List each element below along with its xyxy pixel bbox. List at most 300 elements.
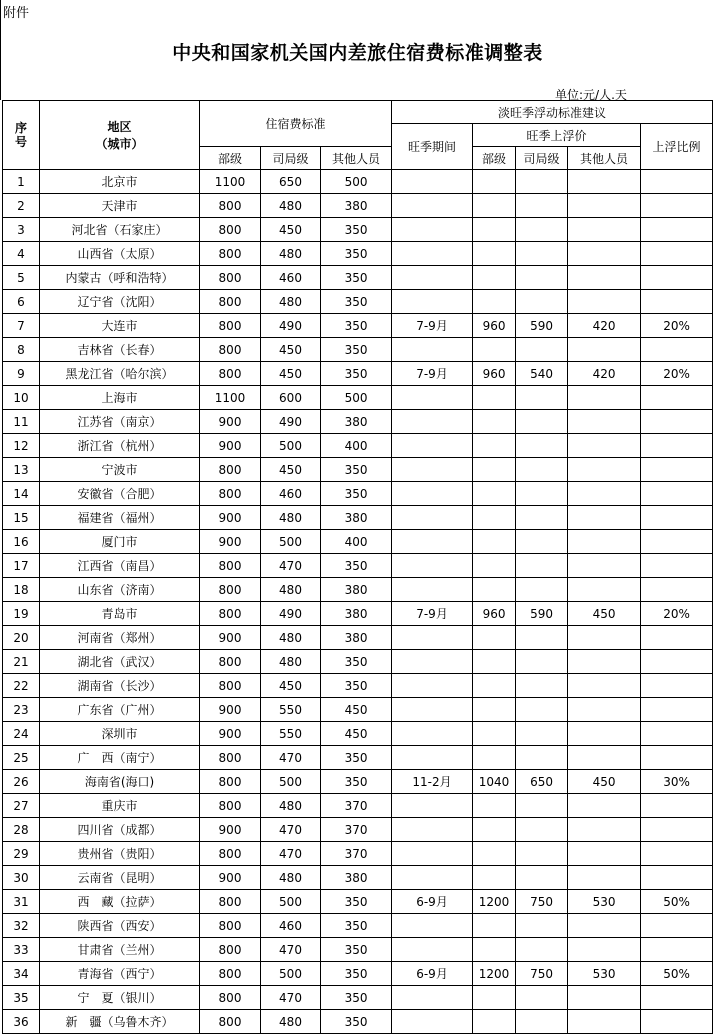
row-up-ratio — [641, 818, 713, 842]
row-number: 11 — [3, 410, 40, 434]
row-bureau-rate: 470 — [261, 986, 321, 1010]
row-up-ratio: 20% — [641, 602, 713, 626]
row-peak-period: 6-9月 — [392, 890, 473, 914]
table-row — [3, 218, 713, 242]
row-number: 30 — [3, 866, 40, 890]
row-others-rate: 370 — [321, 842, 392, 866]
row-peak-dept — [473, 842, 516, 866]
row-peak-dept: 960 — [473, 362, 516, 386]
row-peak-period — [392, 338, 473, 362]
row-up-ratio: 50% — [641, 890, 713, 914]
row-up-ratio — [641, 938, 713, 962]
row-peak-period — [392, 506, 473, 530]
row-others-rate: 380 — [321, 866, 392, 890]
row-bureau-rate: 650 — [261, 170, 321, 194]
row-peak-dept — [473, 986, 516, 1010]
row-others-rate: 350 — [321, 938, 392, 962]
row-peak-dept: 1200 — [473, 962, 516, 986]
row-dept-rate: 800 — [200, 770, 261, 794]
table-row — [3, 314, 713, 338]
row-region: 山东省（济南） — [40, 578, 200, 602]
row-peak-period — [392, 866, 473, 890]
row-up-ratio — [641, 650, 713, 674]
row-peak-others — [568, 722, 641, 746]
table-row — [3, 602, 713, 626]
row-number: 3 — [3, 218, 40, 242]
row-peak-dept — [473, 650, 516, 674]
row-number: 32 — [3, 914, 40, 938]
header-others: 其他人员 — [321, 147, 392, 170]
row-number: 10 — [3, 386, 40, 410]
row-peak-dept — [473, 194, 516, 218]
row-region: 河北省（石家庄） — [40, 218, 200, 242]
row-number: 9 — [3, 362, 40, 386]
row-region: 宁 夏（银川） — [40, 986, 200, 1010]
row-peak-others — [568, 626, 641, 650]
row-region: 深圳市 — [40, 722, 200, 746]
row-peak-dept — [473, 170, 516, 194]
row-others-rate: 350 — [321, 650, 392, 674]
row-peak-period — [392, 386, 473, 410]
row-peak-others — [568, 1010, 641, 1034]
row-dept-rate: 900 — [200, 866, 261, 890]
row-peak-bureau — [516, 674, 568, 698]
row-number: 4 — [3, 242, 40, 266]
row-dept-rate: 800 — [200, 266, 261, 290]
row-peak-bureau — [516, 554, 568, 578]
table-row — [3, 290, 713, 314]
row-peak-period — [392, 818, 473, 842]
row-peak-others — [568, 266, 641, 290]
row-peak-bureau — [516, 434, 568, 458]
row-region: 新 疆（乌鲁木齐） — [40, 1010, 200, 1034]
row-region: 山西省（太原） — [40, 242, 200, 266]
row-dept-rate: 800 — [200, 242, 261, 266]
row-peak-period: 6-9月 — [392, 962, 473, 986]
row-up-ratio — [641, 842, 713, 866]
row-peak-others — [568, 554, 641, 578]
row-peak-period — [392, 434, 473, 458]
row-others-rate: 350 — [321, 266, 392, 290]
row-number: 16 — [3, 530, 40, 554]
row-peak-others — [568, 746, 641, 770]
row-peak-dept: 960 — [473, 314, 516, 338]
row-peak-dept — [473, 338, 516, 362]
row-peak-dept — [473, 554, 516, 578]
row-up-ratio — [641, 458, 713, 482]
row-up-ratio — [641, 218, 713, 242]
row-peak-bureau — [516, 482, 568, 506]
row-bureau-rate: 490 — [261, 314, 321, 338]
row-number: 18 — [3, 578, 40, 602]
row-dept-rate: 1100 — [200, 170, 261, 194]
row-bureau-rate: 480 — [261, 506, 321, 530]
row-dept-rate: 800 — [200, 554, 261, 578]
row-bureau-rate: 500 — [261, 962, 321, 986]
row-dept-rate: 900 — [200, 818, 261, 842]
row-others-rate: 350 — [321, 770, 392, 794]
table-row — [3, 674, 713, 698]
row-bureau-rate: 480 — [261, 1010, 321, 1034]
row-peak-dept — [473, 794, 516, 818]
row-dept-rate: 800 — [200, 458, 261, 482]
row-others-rate: 350 — [321, 890, 392, 914]
row-others-rate: 350 — [321, 290, 392, 314]
row-up-ratio — [641, 290, 713, 314]
row-number: 33 — [3, 938, 40, 962]
row-dept-rate: 800 — [200, 290, 261, 314]
row-peak-others — [568, 794, 641, 818]
table-row — [3, 242, 713, 266]
row-peak-others — [568, 218, 641, 242]
row-others-rate: 370 — [321, 818, 392, 842]
row-peak-others — [568, 482, 641, 506]
row-up-ratio — [641, 338, 713, 362]
row-bureau-rate: 480 — [261, 866, 321, 890]
header-dept: 部级 — [200, 147, 261, 170]
header-up-bureau: 司局级 — [516, 147, 568, 170]
row-bureau-rate: 460 — [261, 914, 321, 938]
row-peak-bureau — [516, 626, 568, 650]
row-others-rate: 380 — [321, 602, 392, 626]
row-peak-dept — [473, 386, 516, 410]
row-up-ratio — [641, 794, 713, 818]
header-float-group: 淡旺季浮动标准建议 — [392, 101, 713, 124]
table-row — [3, 386, 713, 410]
row-bureau-rate: 480 — [261, 194, 321, 218]
row-region: 河南省（郑州） — [40, 626, 200, 650]
row-bureau-rate: 500 — [261, 890, 321, 914]
row-dept-rate: 800 — [200, 914, 261, 938]
row-peak-others — [568, 698, 641, 722]
table-row — [3, 410, 713, 434]
row-others-rate: 450 — [321, 722, 392, 746]
row-peak-bureau — [516, 506, 568, 530]
row-peak-period — [392, 266, 473, 290]
row-region: 青海省（西宁） — [40, 962, 200, 986]
row-bureau-rate: 490 — [261, 602, 321, 626]
row-number: 26 — [3, 770, 40, 794]
page-title: 中央和国家机关国内差旅住宿费标准调整表 — [172, 42, 543, 64]
row-peak-bureau — [516, 794, 568, 818]
header-region: 地区 （城市） — [40, 101, 200, 170]
header-up-others: 其他人员 — [568, 147, 641, 170]
row-region: 天津市 — [40, 194, 200, 218]
row-others-rate: 380 — [321, 410, 392, 434]
row-peak-others: 420 — [568, 314, 641, 338]
row-region: 辽宁省（沈阳） — [40, 290, 200, 314]
row-peak-bureau — [516, 290, 568, 314]
row-dept-rate: 800 — [200, 338, 261, 362]
row-region: 江西省（南昌） — [40, 554, 200, 578]
row-dept-rate: 800 — [200, 314, 261, 338]
row-peak-bureau — [516, 722, 568, 746]
row-peak-period: 7-9月 — [392, 314, 473, 338]
row-up-ratio — [641, 482, 713, 506]
row-bureau-rate: 480 — [261, 794, 321, 818]
table-row — [3, 266, 713, 290]
row-peak-period — [392, 914, 473, 938]
row-others-rate: 350 — [321, 1010, 392, 1034]
row-peak-dept — [473, 218, 516, 242]
row-peak-bureau — [516, 410, 568, 434]
table-row — [3, 578, 713, 602]
row-bureau-rate: 500 — [261, 770, 321, 794]
row-peak-period — [392, 986, 473, 1010]
table-row — [3, 1010, 713, 1034]
row-peak-bureau — [516, 578, 568, 602]
row-number: 12 — [3, 434, 40, 458]
header-up-dept: 部级 — [473, 147, 516, 170]
row-up-ratio — [641, 746, 713, 770]
row-number: 8 — [3, 338, 40, 362]
row-peak-period — [392, 554, 473, 578]
row-region: 黑龙江省（哈尔滨） — [40, 362, 200, 386]
row-peak-others — [568, 914, 641, 938]
row-peak-period — [392, 290, 473, 314]
row-number: 34 — [3, 962, 40, 986]
row-peak-bureau: 590 — [516, 602, 568, 626]
row-peak-dept — [473, 674, 516, 698]
row-dept-rate: 800 — [200, 746, 261, 770]
row-region: 陕西省（西安） — [40, 914, 200, 938]
row-up-ratio — [641, 722, 713, 746]
row-bureau-rate: 470 — [261, 842, 321, 866]
row-peak-others — [568, 506, 641, 530]
row-region: 吉林省（长春） — [40, 338, 200, 362]
row-peak-dept — [473, 410, 516, 434]
row-region: 四川省（成都） — [40, 818, 200, 842]
row-others-rate: 380 — [321, 194, 392, 218]
row-others-rate: 380 — [321, 626, 392, 650]
row-number: 22 — [3, 674, 40, 698]
row-dept-rate: 900 — [200, 410, 261, 434]
row-up-ratio — [641, 506, 713, 530]
row-peak-dept — [473, 482, 516, 506]
row-peak-bureau — [516, 266, 568, 290]
header-standard: 住宿费标准 — [200, 101, 392, 147]
row-dept-rate: 800 — [200, 962, 261, 986]
row-up-ratio — [641, 674, 713, 698]
row-region: 广 西（南宁） — [40, 746, 200, 770]
row-up-ratio — [641, 986, 713, 1010]
row-number: 1 — [3, 170, 40, 194]
row-peak-others — [568, 674, 641, 698]
row-region: 青岛市 — [40, 602, 200, 626]
header-seq: 序号 — [3, 101, 40, 170]
row-peak-bureau — [516, 818, 568, 842]
row-up-ratio: 30% — [641, 770, 713, 794]
row-peak-others — [568, 194, 641, 218]
row-others-rate: 350 — [321, 338, 392, 362]
header-ratio: 上浮比例 — [641, 124, 713, 170]
row-others-rate: 350 — [321, 674, 392, 698]
row-dept-rate: 900 — [200, 506, 261, 530]
table-row — [3, 794, 713, 818]
row-peak-period — [392, 938, 473, 962]
row-bureau-rate: 480 — [261, 242, 321, 266]
row-dept-rate: 800 — [200, 794, 261, 818]
row-peak-bureau — [516, 530, 568, 554]
row-bureau-rate: 500 — [261, 530, 321, 554]
row-others-rate: 350 — [321, 962, 392, 986]
row-peak-dept: 960 — [473, 602, 516, 626]
row-bureau-rate: 500 — [261, 434, 321, 458]
row-peak-period — [392, 794, 473, 818]
row-region: 广东省（广州） — [40, 698, 200, 722]
row-bureau-rate: 550 — [261, 722, 321, 746]
row-peak-period — [392, 578, 473, 602]
row-bureau-rate: 480 — [261, 578, 321, 602]
row-peak-others — [568, 434, 641, 458]
row-peak-dept — [473, 626, 516, 650]
row-peak-dept: 1200 — [473, 890, 516, 914]
row-peak-bureau — [516, 170, 568, 194]
row-peak-dept — [473, 290, 516, 314]
row-others-rate: 400 — [321, 530, 392, 554]
row-peak-bureau — [516, 194, 568, 218]
row-peak-others — [568, 170, 641, 194]
row-peak-period — [392, 530, 473, 554]
table-row — [3, 362, 713, 386]
row-bureau-rate: 480 — [261, 626, 321, 650]
attachment-label: 附件 — [3, 6, 30, 21]
row-dept-rate: 800 — [200, 890, 261, 914]
row-bureau-rate: 450 — [261, 338, 321, 362]
row-peak-others — [568, 530, 641, 554]
row-peak-dept — [473, 530, 516, 554]
row-peak-period: 7-9月 — [392, 362, 473, 386]
row-up-ratio — [641, 626, 713, 650]
table-row — [3, 842, 713, 866]
table-row — [3, 962, 713, 986]
table-row — [3, 530, 713, 554]
row-up-ratio — [641, 530, 713, 554]
table-row — [3, 746, 713, 770]
row-bureau-rate: 490 — [261, 410, 321, 434]
row-up-ratio — [641, 698, 713, 722]
row-peak-bureau — [516, 1010, 568, 1034]
row-peak-dept — [473, 914, 516, 938]
row-dept-rate: 800 — [200, 362, 261, 386]
row-peak-bureau — [516, 242, 568, 266]
row-others-rate: 350 — [321, 218, 392, 242]
table-row — [3, 770, 713, 794]
table-row — [3, 890, 713, 914]
row-bureau-rate: 450 — [261, 674, 321, 698]
row-peak-bureau — [516, 986, 568, 1010]
row-peak-period — [392, 626, 473, 650]
row-dept-rate: 800 — [200, 194, 261, 218]
row-dept-rate: 800 — [200, 650, 261, 674]
row-up-ratio — [641, 170, 713, 194]
row-number: 27 — [3, 794, 40, 818]
row-dept-rate: 800 — [200, 1010, 261, 1034]
row-peak-period — [392, 458, 473, 482]
row-dept-rate: 900 — [200, 626, 261, 650]
row-dept-rate: 800 — [200, 674, 261, 698]
row-number: 14 — [3, 482, 40, 506]
row-others-rate: 500 — [321, 386, 392, 410]
row-region: 湖北省（武汉） — [40, 650, 200, 674]
row-peak-others: 530 — [568, 962, 641, 986]
row-up-ratio — [641, 554, 713, 578]
row-peak-dept — [473, 434, 516, 458]
row-peak-period — [392, 1010, 473, 1034]
row-dept-rate: 1100 — [200, 386, 261, 410]
row-peak-bureau: 750 — [516, 962, 568, 986]
table-row — [3, 650, 713, 674]
row-region: 福建省（福州） — [40, 506, 200, 530]
table-row — [3, 554, 713, 578]
table-row — [3, 194, 713, 218]
row-up-ratio — [641, 266, 713, 290]
table-row — [3, 818, 713, 842]
row-up-ratio — [641, 410, 713, 434]
row-up-ratio: 20% — [641, 314, 713, 338]
row-peak-dept — [473, 722, 516, 746]
row-peak-others — [568, 410, 641, 434]
table-row — [3, 458, 713, 482]
table-row — [3, 722, 713, 746]
row-others-rate: 450 — [321, 698, 392, 722]
row-peak-dept — [473, 506, 516, 530]
row-bureau-rate: 460 — [261, 266, 321, 290]
row-others-rate: 350 — [321, 362, 392, 386]
row-region: 安徽省（合肥） — [40, 482, 200, 506]
row-up-ratio: 20% — [641, 362, 713, 386]
row-number: 6 — [3, 290, 40, 314]
row-up-ratio — [641, 386, 713, 410]
row-number: 20 — [3, 626, 40, 650]
row-region: 浙江省（杭州） — [40, 434, 200, 458]
row-region: 内蒙古（呼和浩特） — [40, 266, 200, 290]
row-peak-dept — [473, 242, 516, 266]
row-bureau-rate: 480 — [261, 650, 321, 674]
row-dept-rate: 800 — [200, 986, 261, 1010]
row-region: 云南省（昆明） — [40, 866, 200, 890]
row-number: 24 — [3, 722, 40, 746]
row-peak-dept — [473, 866, 516, 890]
table-row — [3, 986, 713, 1010]
table-row — [3, 338, 713, 362]
row-others-rate: 350 — [321, 242, 392, 266]
table-body — [3, 170, 713, 1034]
lodging-standard-table — [2, 100, 713, 1034]
table-row — [3, 866, 713, 890]
row-others-rate: 500 — [321, 170, 392, 194]
row-bureau-rate: 450 — [261, 458, 321, 482]
row-region: 湖南省（长沙） — [40, 674, 200, 698]
row-peak-period: 7-9月 — [392, 602, 473, 626]
row-number: 31 — [3, 890, 40, 914]
row-peak-others — [568, 338, 641, 362]
row-dept-rate: 800 — [200, 938, 261, 962]
row-region: 宁波市 — [40, 458, 200, 482]
row-bureau-rate: 470 — [261, 818, 321, 842]
row-number: 28 — [3, 818, 40, 842]
row-peak-others — [568, 986, 641, 1010]
row-number: 29 — [3, 842, 40, 866]
header-peak-up: 旺季上浮价 — [473, 124, 641, 147]
row-peak-bureau — [516, 698, 568, 722]
row-up-ratio — [641, 914, 713, 938]
row-peak-bureau — [516, 866, 568, 890]
row-bureau-rate: 450 — [261, 362, 321, 386]
row-peak-bureau — [516, 650, 568, 674]
row-others-rate: 350 — [321, 986, 392, 1010]
row-peak-bureau — [516, 386, 568, 410]
